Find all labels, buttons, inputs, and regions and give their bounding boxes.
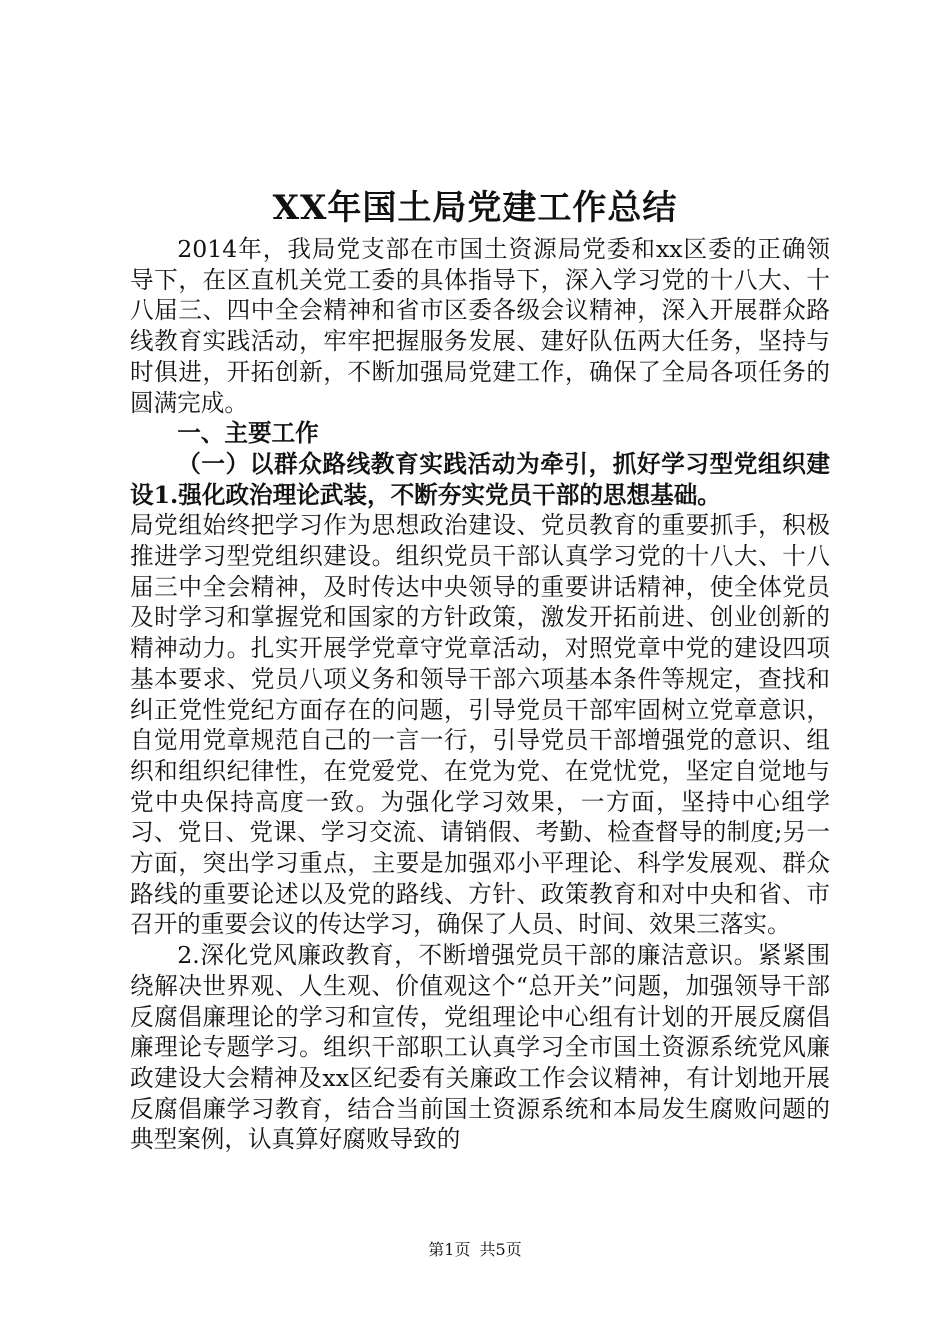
page-total: 共5页 [479, 1240, 522, 1259]
page-footer [0, 1239, 950, 1261]
document-title: XX年国土局党建工作总结 [272, 188, 678, 228]
document-body [130, 234, 830, 1155]
section-heading: 一、主要工作 [177, 419, 319, 448]
subsection-heading: （一）以群众路线教育实践活动为牵引，抓好学习型党组织建设1.强化政治理论武装，不断夯实党员干部的思想基础。 [130, 449, 830, 509]
intro-paragraph: 2014年，我局党支部在市国土资源局党委和xx区委的正确领导下，在区直机关党工委的具体指导下，深入学习党的十八大、十八届三、四中全会精神和省市区委各级会议精神，深入开展群众路线教育实践活动，牢牢把握服务发展、建好队伍两大任务，坚持与时俱进，开拓创新，不断加强局党建工作，确保了全局各项任务的圆满完成。 [130, 235, 830, 417]
body-paragraph: 局党组始终把学习作为思想政治建设、党员教育的重要抓手，积极推进学习型党组织建设。组织党员干部认真学习党的十八大、十八届三中全会精神，及时传达中央领导的重要讲话精神，使全体党员及时学习和掌握党和国家的方针政策，激发开拓前进、创业创新的精神动力。扎实开展学党章守党章活动，对照党章中党的建设四项基本要求、党员八项义务和领导干部六项基本条件等规定，查找和纠正党性党纪方面存在的问题，引导党员干部牢固树立党章意识，自觉用党章规范自己的一言一行，引导党员干部增强党的意识、组织和组织纪律性，在党爱党、在党为党、在党忧党，坚定自觉地与党中央保持高度一致。为强化学习效果，一方面，坚持中心组学习、党日、党课、学习交流、请销假、考勤、检查督导的制度;另一方面，突出学习重点，主要是加强邓小平理论、科学发展观、群众路线的重要论述以及党的路线、方针、政策教育和对中央和省、市召开的重要会议的传达学习，确保了人员、时间、效果三落实。 [130, 511, 830, 939]
page-number: 第1页 [428, 1240, 471, 1259]
body-paragraph: 2.深化党风廉政教育，不断增强党员干部的廉洁意识。紧紧围绕解决世界观、人生观、价值观这个“总开关”问题，加强领导干部反腐倡廉理论的学习和宣传，党组理论中心组有计划的开展反腐倡廉理论专题学习。组织干部职工认真学习全市国土资源系统党风廉政建设大会精神及xx区纪委有关廉政工作会议精神，有计划地开展反腐倡廉学习教育，结合当前国土资源系统和本局发生腐败问题的典型案例，认真算好腐败导致的 [130, 941, 830, 1154]
